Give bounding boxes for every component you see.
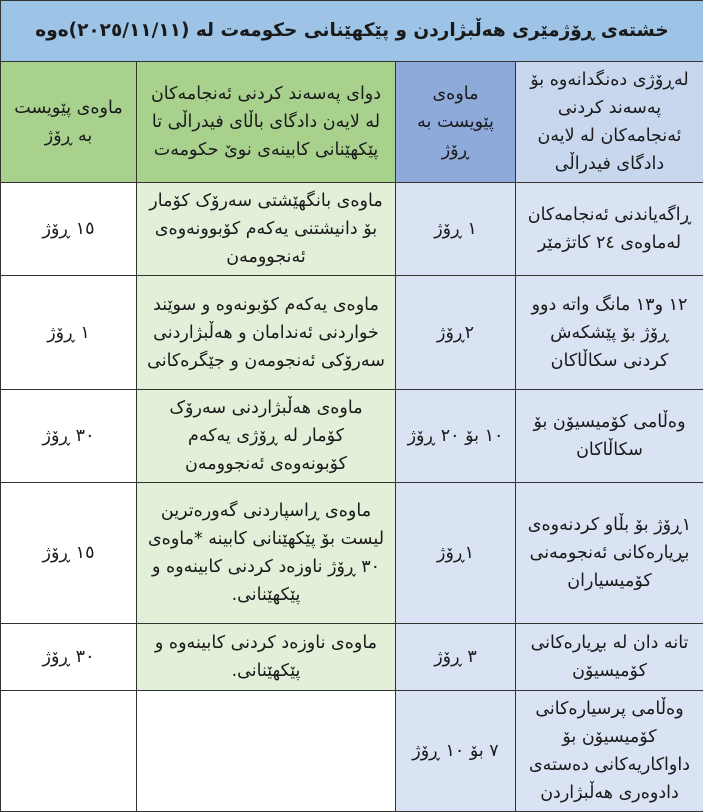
header-federal-days: ماوەی پێویست بە ڕۆژ [396,62,516,183]
government-days-cell: ٣٠ ڕۆژ [1,390,137,483]
table-row [1,483,703,624]
header-row [1,62,703,183]
table-row [1,183,703,276]
table-title: خشتەی ڕۆژمێری هەڵبژاردن و پێکهێنانی حکومەت لە (٢٠٢٥/١١/١١)ەوە [1,1,703,62]
table-row [1,691,703,812]
government-stage-cell: ماوەی یەکەم کۆبونەوە و سوێند خواردنی ئەندامان و هەڵبژاردنی سەرۆکی ئەنجومەن و جێگرەکانی [137,276,396,390]
government-stage-cell: ماوەی ناوزەد کردنی کابینەوە و پێکهێنانی. [137,624,396,691]
government-days-cell: ١ ڕۆژ [1,276,137,390]
federal-stage-cell: ١٢ و١٣ مانگ واتە دوو ڕۆژ بۆ پێشکەش کردنی سکاڵاکان [516,276,703,390]
header-government-stage: دوای پەسەند کردنی ئەنجامەکان لە لایەن دادگای باڵای فیدراڵی تا پێکهێنانی کابینەی نوێ حکومەت [137,62,396,183]
title-row [1,1,703,62]
federal-stage-cell: تانە دان لە بڕیارەکانی کۆمیسیۆن [516,624,703,691]
government-days-cell [1,691,137,812]
table-row [1,390,703,483]
federal-days-cell: ٢ڕۆژ [396,276,516,390]
federal-days-cell: ٣ ڕۆژ [396,624,516,691]
government-days-cell: ١٥ ڕۆژ [1,483,137,624]
federal-stage-cell: وەڵامی کۆمیسیۆن بۆ سکاڵاکان [516,390,703,483]
federal-days-cell: ١ ڕۆژ [396,183,516,276]
table-row [1,276,703,390]
government-stage-cell [137,691,396,812]
government-days-cell: ٣٠ ڕۆژ [1,624,137,691]
government-days-cell: ١٥ ڕۆژ [1,183,137,276]
federal-days-cell: ١٠ بۆ ٢٠ ڕۆژ [396,390,516,483]
federal-days-cell: ١ڕۆژ [396,483,516,624]
government-stage-cell: ماوەی هەڵبژاردنی سەرۆک کۆمار لە ڕۆژی یەکەم کۆبونەوەی ئەنجوومەن [137,390,396,483]
government-stage-cell: ماوەی بانگهێشتی سەرۆک کۆمار بۆ دانیشتنی یەکەم کۆبوونەوەی ئەنجوومەن [137,183,396,276]
table-row [1,624,703,691]
federal-days-cell: ٧ بۆ ١٠ ڕۆژ [396,691,516,812]
federal-stage-cell: ١ڕۆژ بۆ بڵاو کردنەوەی بڕیارەکانی ئەنجومەنی کۆمیسیاران [516,483,703,624]
government-stage-cell: ماوەی ڕاسپاردنی گەورەترین لیست بۆ پێکهێنانی کابینە *ماوەی ٣٠ ڕۆژ ناوزەد کردنی کابینەوە و پێکهێنانی. [137,483,396,624]
header-federal-stage: لەڕۆژی دەنگدانەوە بۆ پەسەند کردنی ئەنجامەکان لە لایەن دادگای فیدراڵی [516,62,703,183]
federal-stage-cell: ڕاگەیاندنی ئەنجامەکان لەماوەی ٢٤ کاتژمێر [516,183,703,276]
federal-stage-cell: وەڵامی پرسیارەکانی کۆمیسیۆن بۆ داواکاریەکانی دەستەی دادوەری هەڵبژاردن [516,691,703,812]
header-government-days: ماوەی پێویست بە ڕۆژ [1,62,137,183]
